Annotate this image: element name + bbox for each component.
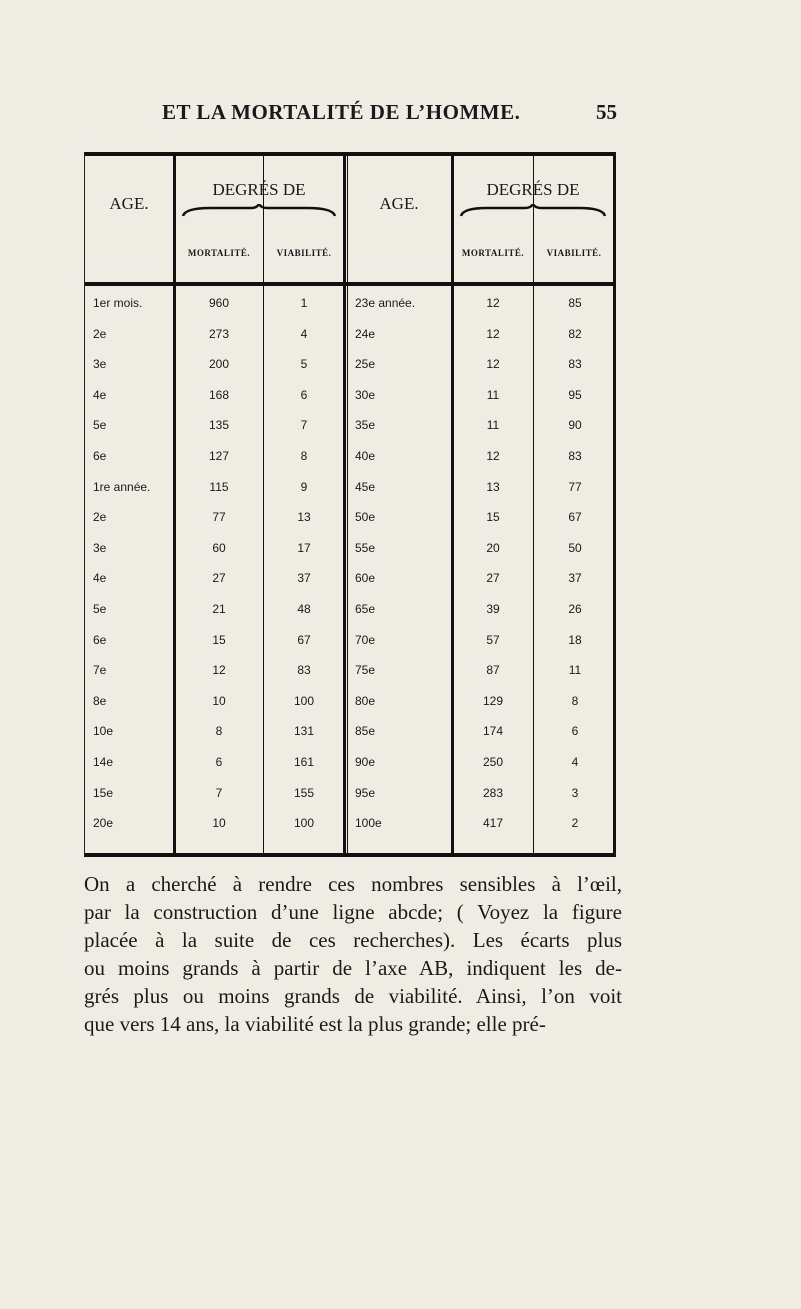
table-row <box>85 602 615 636</box>
age-left-cell: 4e <box>93 571 107 586</box>
header-brace-right <box>459 204 607 218</box>
viabilite-right-cell: 67 <box>568 510 582 525</box>
mortalite-left-cell: 960 <box>208 296 230 310</box>
age-right-cell: 50e <box>355 510 376 525</box>
viabilite-right-cell: 26 <box>568 602 582 616</box>
table-row <box>85 755 615 789</box>
table-row <box>85 357 615 391</box>
subheader-mortalite-right: MORTALITÉ. <box>461 248 525 258</box>
header-brace-left <box>181 204 337 218</box>
age-right-cell: 24e <box>355 326 376 341</box>
age-left-cell: 8e <box>93 693 107 708</box>
mortalite-right-cell: 250 <box>482 755 504 769</box>
viabilite-right-cell: 37 <box>568 571 582 586</box>
table-row <box>85 510 615 544</box>
viabilite-left-cell: 6 <box>300 387 308 402</box>
viabilite-left-cell: 37 <box>297 571 311 586</box>
viabilite-left-cell: 9 <box>300 479 308 494</box>
age-left-cell: 1re année. <box>93 479 151 494</box>
viabilite-right-cell: 50 <box>568 540 582 555</box>
viabilite-right-cell: 82 <box>568 326 582 341</box>
age-right-cell: 90e <box>355 755 376 769</box>
mortalite-left-cell: 8 <box>215 724 223 739</box>
paragraph-line: On a cherché à rendre ces nombres sensibles à l’œil, <box>84 872 622 896</box>
mortalite-right-cell: 12 <box>486 326 500 341</box>
mortalite-right-cell: 417 <box>482 816 504 831</box>
mortalite-right-cell: 12 <box>486 357 500 372</box>
age-right-cell: 95e <box>355 785 376 800</box>
age-left-cell: 20e <box>93 816 114 831</box>
age-left-cell: 6e <box>93 449 107 463</box>
age-left-cell: 2e <box>93 510 107 525</box>
viabilite-left-cell: 5 <box>300 357 308 372</box>
mortalite-left-cell: 135 <box>208 418 230 433</box>
mortalite-left-cell: 127 <box>208 449 230 463</box>
viabilite-left-cell: 83 <box>297 663 311 678</box>
age-right-cell: 35e <box>355 418 376 433</box>
header-degres-right: DEGRÉS DE <box>486 180 580 199</box>
mortalite-right-cell: 11 <box>486 418 500 433</box>
mortalite-right-cell: 57 <box>486 632 500 647</box>
age-left-cell: 3e <box>93 357 107 372</box>
viabilite-left-cell: 48 <box>297 602 311 616</box>
mortalite-left-cell: 168 <box>208 387 230 402</box>
table-row <box>85 786 615 820</box>
paragraph-line: placée à la suite de ces recherches). Les écarts plus <box>84 928 622 952</box>
header-age-right: AGE. <box>379 194 419 213</box>
age-left-cell: 3e <box>93 540 107 555</box>
subheader-mortalite-left: MORTALITÉ. <box>187 248 251 258</box>
age-right-cell: 65e <box>355 602 376 616</box>
viabilite-left-cell: 8 <box>300 449 308 463</box>
age-right-cell: 80e <box>355 693 376 708</box>
header-rule <box>85 282 615 286</box>
table-row <box>85 327 615 361</box>
age-right-cell: 23e année. <box>355 296 416 310</box>
subheader-viabilite-right: VIABILITÉ. <box>546 248 602 258</box>
age-right-cell: 70e <box>355 632 376 647</box>
viabilite-right-cell: 90 <box>568 418 582 433</box>
viabilite-left-cell: 100 <box>293 816 315 831</box>
viabilite-right-cell: 6 <box>571 724 579 739</box>
mortalite-right-cell: 129 <box>482 693 504 708</box>
mortalite-left-cell: 273 <box>208 326 230 341</box>
age-right-cell: 45e <box>355 479 376 494</box>
header-age-left: AGE. <box>109 194 149 213</box>
table-row <box>85 480 615 514</box>
viabilite-left-cell: 131 <box>293 724 315 739</box>
viabilite-right-cell: 18 <box>568 632 582 647</box>
viabilite-left-cell: 161 <box>293 755 315 769</box>
body-paragraph <box>84 870 622 1038</box>
mortalite-left-cell: 10 <box>212 693 226 708</box>
mortalite-right-cell: 87 <box>486 663 500 678</box>
table-row <box>85 296 615 330</box>
mortalite-left-cell: 27 <box>212 571 226 586</box>
viabilite-left-cell: 100 <box>293 693 315 708</box>
mortalite-right-cell: 15 <box>486 510 500 525</box>
mortalite-right-cell: 12 <box>486 449 500 463</box>
age-right-cell: 75e <box>355 663 376 678</box>
mortalite-left-cell: 10 <box>212 816 226 831</box>
mortalite-left-cell: 115 <box>209 479 229 494</box>
mortalite-right-cell: 283 <box>482 785 504 800</box>
viabilite-right-cell: 95 <box>568 387 582 402</box>
mortalite-right-cell: 39 <box>486 602 500 616</box>
table-row <box>85 418 615 452</box>
age-right-cell: 25e <box>355 357 376 372</box>
age-right-cell: 60e <box>355 571 376 586</box>
viabilite-left-cell: 13 <box>297 510 311 525</box>
viabilite-right-cell: 77 <box>568 479 582 494</box>
table-row <box>85 388 615 422</box>
mortalite-left-cell: 60 <box>212 540 226 555</box>
viabilite-right-cell: 3 <box>571 785 579 800</box>
mortalite-right-cell: 11 <box>486 387 500 402</box>
age-left-cell: 5e <box>93 418 107 433</box>
table-row <box>85 449 615 483</box>
paragraph-line: ou moins grands à partir de l’axe AB, indiquent les de- <box>84 956 622 980</box>
paragraph-line: que vers 14 ans, la viabilité est la plus grande; elle pré- <box>84 1012 546 1036</box>
table-row <box>85 541 615 575</box>
paragraph-line: par la construction d’une ligne abcde; ( Voyez la figure <box>84 900 622 924</box>
viabilite-right-cell: 83 <box>568 357 582 372</box>
mortalite-right-cell: 20 <box>486 540 500 555</box>
age-left-cell: 10e <box>93 724 114 739</box>
age-left-cell: 2e <box>93 326 107 341</box>
mortalite-left-cell: 6 <box>215 755 223 769</box>
viabilite-right-cell: 4 <box>571 755 579 769</box>
table-row <box>85 571 615 605</box>
age-left-cell: 6e <box>93 632 107 647</box>
viabilite-right-cell: 2 <box>571 816 579 831</box>
mortalite-right-cell: 12 <box>486 296 500 310</box>
mortality-table <box>84 152 616 857</box>
viabilite-right-cell: 11 <box>568 663 582 678</box>
age-left-cell: 7e <box>93 663 107 678</box>
viabilite-right-cell: 8 <box>571 693 579 708</box>
age-left-cell: 4e <box>93 387 107 402</box>
mortalite-left-cell: 21 <box>212 602 226 616</box>
paragraph-line: grés plus ou moins grands de viabilité. Ainsi, l’on voit <box>84 984 622 1008</box>
age-left-cell: 14e <box>93 755 114 769</box>
viabilite-left-cell: 17 <box>297 540 311 555</box>
viabilite-left-cell: 67 <box>297 632 311 647</box>
mortalite-right-cell: 174 <box>482 724 504 739</box>
mortalite-left-cell: 200 <box>208 357 230 372</box>
running-head: ET LA MORTALITÉ DE L’HOMME. <box>162 100 521 124</box>
mortalite-left-cell: 15 <box>212 632 226 647</box>
mortalite-left-cell: 7 <box>215 785 223 800</box>
age-right-cell: 55e <box>355 540 376 555</box>
mortalite-right-cell: 13 <box>486 479 500 494</box>
header-degres-left: DEGRÉS DE <box>212 180 306 199</box>
page-number: 55 <box>596 100 617 124</box>
viabilite-left-cell: 7 <box>300 418 308 433</box>
age-right-cell: 85e <box>355 724 376 739</box>
age-left-cell: 1er mois. <box>93 296 143 310</box>
viabilite-right-cell: 85 <box>568 296 582 310</box>
table-row <box>85 816 615 850</box>
viabilite-left-cell: 4 <box>300 326 308 341</box>
age-right-cell: 100e <box>355 816 382 831</box>
age-right-cell: 40e <box>355 449 376 463</box>
subheader-viabilite-left: VIABILITÉ. <box>276 248 332 258</box>
mortalite-left-cell: 77 <box>212 510 226 525</box>
viabilite-left-cell: 1 <box>300 296 308 310</box>
age-left-cell: 15e <box>93 785 114 800</box>
mortalite-left-cell: 12 <box>212 663 226 678</box>
viabilite-right-cell: 83 <box>568 449 582 463</box>
table-row <box>85 724 615 758</box>
table-row <box>85 633 615 667</box>
age-right-cell: 30e <box>355 387 376 402</box>
viabilite-left-cell: 155 <box>293 785 315 800</box>
table-row <box>85 694 615 728</box>
mortalite-right-cell: 27 <box>486 571 500 586</box>
age-left-cell: 5e <box>93 602 107 616</box>
table-row <box>85 663 615 697</box>
